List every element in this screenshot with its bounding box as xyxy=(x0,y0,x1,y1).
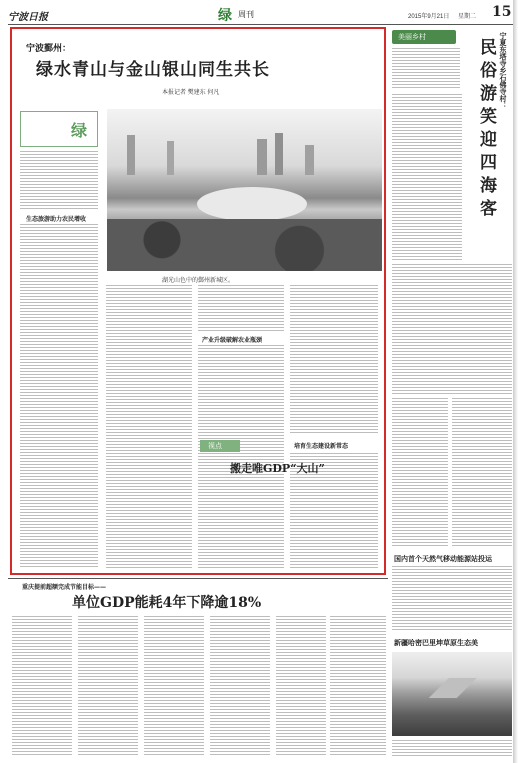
issue-weekday: 星期二 xyxy=(458,14,477,20)
page-shadow xyxy=(513,0,518,763)
commentary-label-text: 视点 xyxy=(208,442,222,450)
right-text-col-b xyxy=(452,398,512,548)
skyline-tower xyxy=(167,141,174,175)
bottom-text-col3 xyxy=(144,616,204,756)
bottom-kicker: 重庆提前超额完成节能目标—— xyxy=(22,584,107,591)
bottom-text-col4 xyxy=(210,616,270,756)
subhead-new-normal: 培育生态建设新常态 xyxy=(294,443,349,450)
gdp-commentary[interactable] xyxy=(200,440,386,570)
bottom-text-col6 xyxy=(330,616,386,756)
mid-right-headline: 国内首个天然气移动能源站投运 xyxy=(394,554,492,563)
right-tag xyxy=(392,30,456,44)
bottom-text-col2 xyxy=(78,616,138,756)
right-text-wide xyxy=(392,264,512,394)
mountains xyxy=(392,678,512,698)
section-mark: 绿 xyxy=(218,8,232,24)
photo-caption: 湖光山色中的鄞州新城区。 xyxy=(162,278,235,284)
vertical-title xyxy=(468,32,512,262)
right-tag-text: 美丽乡村 xyxy=(398,33,426,41)
feature-text-col4 xyxy=(290,285,378,435)
photo-caption-bottom xyxy=(392,740,512,756)
issue-date: 2015年9月21日 xyxy=(408,14,450,20)
feature-headline: 绿水青山与金山银山同生共长 xyxy=(36,60,270,80)
bottom-text-col5 xyxy=(276,616,326,756)
masthead xyxy=(8,4,513,24)
bottom-text-col1 xyxy=(12,616,72,756)
badge-text: 绿 xyxy=(71,121,88,140)
photo-title: 新疆哈密巴里坤草原生态美 xyxy=(394,638,478,647)
feature-photo xyxy=(107,109,382,271)
right-text-col1 xyxy=(392,94,462,260)
right-intro-text xyxy=(392,48,460,90)
feature-text-col1b xyxy=(20,224,98,569)
skyline xyxy=(127,135,135,175)
vertical-headline: 民俗游笑迎四海客 xyxy=(476,38,496,222)
feature-text-col1a xyxy=(20,151,98,211)
feature-kicker: 宁波鄞州： xyxy=(26,44,72,54)
mid-right-text xyxy=(392,566,512,632)
vertical-kicker: 宁夏东塔寺乡石佛寺村： xyxy=(499,32,508,109)
bottom-headline: 单位GDP能耗4年下降逾18% xyxy=(72,595,262,611)
section-badge xyxy=(20,111,98,147)
feature-text-col3a xyxy=(198,285,284,331)
commentary-title: 搬走唯GDP“大山” xyxy=(230,462,325,475)
feature-byline: 本报记者 樊建东 何凡 xyxy=(162,90,220,96)
commentary-label xyxy=(200,440,240,452)
subhead-eco-tourism: 生态旅游助力农民增收 xyxy=(26,216,87,223)
right-text-col-a xyxy=(392,398,448,548)
skyline-tower xyxy=(305,145,314,175)
masthead-rule xyxy=(8,24,513,25)
bottom-rule xyxy=(8,578,388,579)
skyline-tower xyxy=(257,139,267,175)
paper-name: 宁波日报 xyxy=(8,12,48,23)
section-label: 周刊 xyxy=(238,10,254,19)
page-number: 15 xyxy=(492,4,512,20)
lake xyxy=(197,187,307,221)
feature-text-col2 xyxy=(106,285,192,569)
grassland-photo xyxy=(392,652,512,736)
skyline-tower xyxy=(275,133,283,175)
trees xyxy=(107,219,382,271)
subhead-industry: 产业升级破解农业瓶颈 xyxy=(202,337,263,344)
